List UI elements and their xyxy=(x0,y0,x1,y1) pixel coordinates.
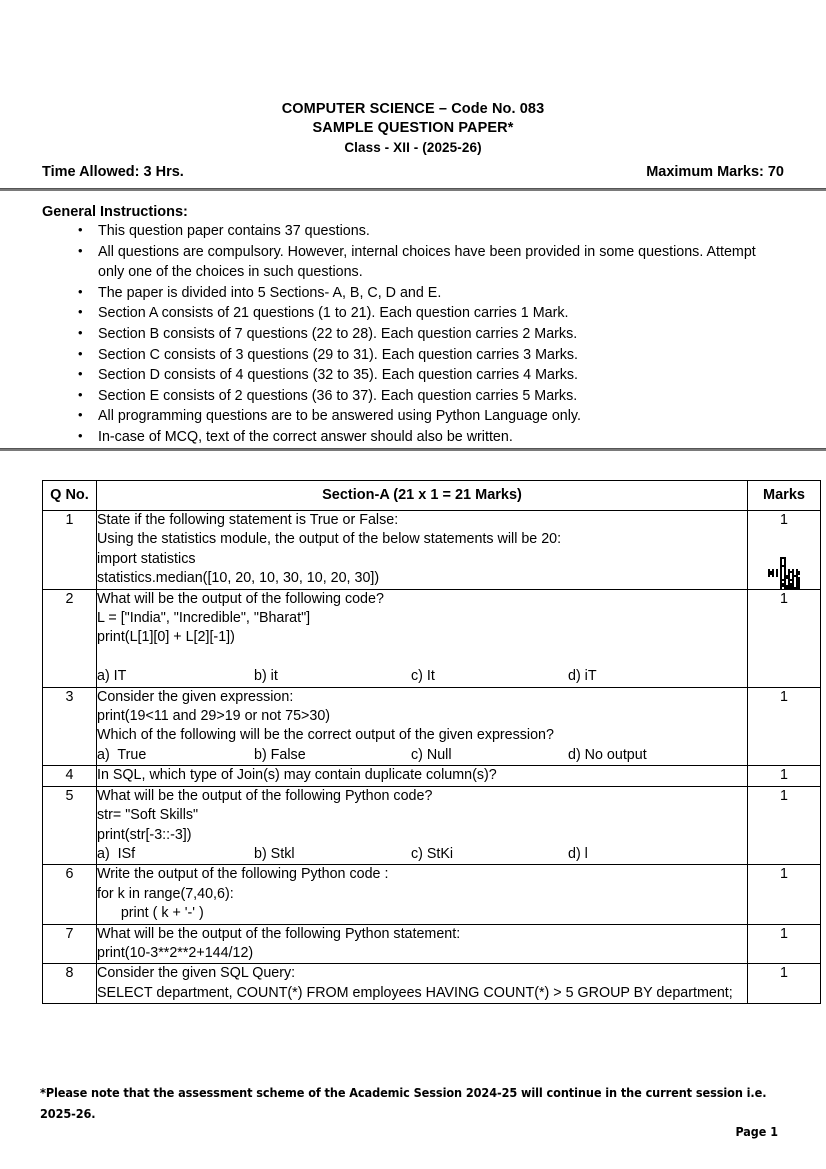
question-line: Using the statistics module, the output of the below statements will be 20: xyxy=(97,531,562,548)
column-header-marks: Marks xyxy=(748,481,821,511)
marks-value: 1 xyxy=(780,787,788,804)
paper-title-block xyxy=(0,100,826,157)
question-line xyxy=(97,648,747,667)
column-header-qno: Q No. xyxy=(43,481,97,511)
question-marks xyxy=(748,924,821,964)
assessment-scheme-note: *Please note that the assessment scheme of the Academic Session 2024-25 will continue in the current session i.e. 2025-26. xyxy=(40,1085,767,1121)
question-line: State if the following statement is True or False: xyxy=(97,512,399,528)
question-number: 6 xyxy=(43,865,97,924)
question-marks xyxy=(748,687,821,766)
instruction-text: Section B consists of 7 questions (22 to 28). Each question carries 2 Marks. xyxy=(98,325,578,342)
marks-value: 1 xyxy=(780,590,788,607)
question-body xyxy=(97,511,748,590)
exam-meta-row xyxy=(42,163,784,183)
paper-type-line: SAMPLE QUESTION PAPER* xyxy=(312,120,514,136)
bullet-icon: • xyxy=(78,304,83,320)
instruction-item xyxy=(42,345,782,366)
question-number: 7 xyxy=(43,924,97,964)
question-marks xyxy=(748,786,821,865)
table-row xyxy=(43,786,821,865)
question-number: 2 xyxy=(43,589,97,687)
question-body xyxy=(97,924,748,964)
header-divider-rule xyxy=(0,188,826,191)
mcq-option-row xyxy=(97,746,747,765)
instruction-item xyxy=(42,427,782,448)
instructions-divider-rule xyxy=(0,448,826,451)
section-a-question-table xyxy=(42,480,821,1004)
marks-value: 1 xyxy=(780,925,788,942)
table-row xyxy=(43,865,821,924)
bullet-icon: • xyxy=(78,427,83,443)
question-marks xyxy=(748,589,821,687)
mcq-option[interactable]: a) IT xyxy=(97,668,127,685)
question-body xyxy=(97,964,748,1004)
question-line: What will be the output of the following Python statement: xyxy=(97,925,461,942)
table-row xyxy=(43,589,821,687)
mcq-option[interactable]: d) No output xyxy=(568,746,647,763)
paper-class-line: Class - XII - (2025-26) xyxy=(344,140,482,155)
time-allowed: Time Allowed: 3 Hrs. xyxy=(42,164,184,180)
mcq-option[interactable]: c) It xyxy=(411,668,435,685)
question-number: 3 xyxy=(43,687,97,766)
question-number: 1 xyxy=(43,511,97,590)
general-instructions-list xyxy=(42,221,782,448)
qr-code-modules xyxy=(768,557,800,589)
question-line: Consider the given expression: xyxy=(97,688,294,705)
question-body xyxy=(97,865,748,924)
table-row xyxy=(43,766,821,786)
mcq-option[interactable]: b) Stkl xyxy=(254,845,295,862)
instruction-item xyxy=(42,303,782,324)
mcq-option[interactable]: d) iT xyxy=(568,668,597,685)
instruction-text: The paper is divided into 5 Sections- A, B, C, D and E. xyxy=(98,284,442,301)
general-instructions-heading: General Instructions: xyxy=(42,204,188,220)
question-line: print(L[1][0] + L[2][-1]) xyxy=(97,629,235,646)
instruction-item xyxy=(42,242,782,283)
table-row xyxy=(43,687,821,766)
instruction-text: Section E consists of 2 questions (36 to 37). Each question carries 5 Marks. xyxy=(98,387,578,404)
page-number: Page 1 xyxy=(735,1124,778,1139)
bullet-icon: • xyxy=(78,324,83,340)
bullet-icon: • xyxy=(78,345,83,361)
question-line: statistics.median([10, 20, 10, 30, 10, 20, 30]) xyxy=(97,570,380,587)
question-line: print(19<11 and 29>19 or not 75>30) xyxy=(97,708,331,725)
instruction-text: In-case of MCQ, text of the correct answer should also be written. xyxy=(98,428,513,445)
question-number: 4 xyxy=(43,766,97,786)
mcq-option[interactable]: b) False xyxy=(254,746,306,763)
question-marks xyxy=(748,766,821,786)
instruction-text: Section A consists of 21 questions (1 to 21). Each question carries 1 Mark. xyxy=(98,305,569,322)
bullet-icon: • xyxy=(78,366,83,382)
mcq-option[interactable]: a) ISf xyxy=(97,845,136,862)
bullet-icon: • xyxy=(78,283,83,299)
instruction-item xyxy=(42,406,782,427)
table-row xyxy=(43,964,821,1004)
bullet-icon: • xyxy=(78,242,83,258)
question-line: What will be the output of the following code? xyxy=(97,590,384,607)
instruction-item xyxy=(42,324,782,345)
question-number: 5 xyxy=(43,786,97,865)
instruction-item xyxy=(42,221,782,242)
marks-value: 1 xyxy=(780,767,788,784)
instruction-text: All questions are compulsory. However, internal choices have been provided in some questions. Attempt only one of the choices in such questions. xyxy=(98,243,756,281)
question-line: Which of the following will be the correct output of the given expression? xyxy=(97,727,554,744)
bullet-icon: • xyxy=(78,386,83,402)
question-body xyxy=(97,766,748,786)
mcq-option[interactable]: c) Null xyxy=(411,746,452,763)
question-line: SELECT department, COUNT(*) FROM employees HAVING COUNT(*) > 5 GROUP BY department; xyxy=(97,984,733,1001)
question-marks xyxy=(748,511,821,590)
qr-code-icon[interactable] xyxy=(768,557,800,589)
bullet-icon: • xyxy=(78,407,83,423)
mcq-option[interactable]: d) l xyxy=(568,845,588,862)
mcq-option-row xyxy=(97,667,747,686)
question-line: What will be the output of the following Python code? xyxy=(97,787,433,804)
question-body xyxy=(97,687,748,766)
instruction-item xyxy=(42,283,782,304)
paper-subject-line: COMPUTER SCIENCE – Code No. 083 xyxy=(281,101,545,117)
mcq-option[interactable]: c) StKi xyxy=(411,845,454,862)
bullet-icon: • xyxy=(78,222,83,237)
instruction-text: All programming questions are to be answered using Python Language only. xyxy=(98,408,581,425)
question-line: In SQL, which type of Join(s) may contain duplicate column(s)? xyxy=(97,767,497,784)
column-header-section: Section-A (21 x 1 = 21 Marks) xyxy=(97,481,748,511)
question-body xyxy=(97,589,748,687)
question-line: print ( k + '-' ) xyxy=(97,905,204,922)
question-number: 8 xyxy=(43,964,97,1004)
table-row xyxy=(43,511,821,590)
marks-value: 1 xyxy=(780,965,788,982)
question-marks xyxy=(748,865,821,924)
question-line: Consider the given SQL Query: xyxy=(97,965,296,982)
question-line: print(str[-3::-3]) xyxy=(97,826,192,843)
table-header-row xyxy=(43,481,821,511)
table-row xyxy=(43,924,821,964)
maximum-marks: Maximum Marks: 70 xyxy=(646,164,784,180)
mcq-option-row xyxy=(97,845,747,864)
marks-value: 1 xyxy=(780,512,788,528)
question-line: for k in range(7,40,6): xyxy=(97,885,234,902)
question-marks xyxy=(748,964,821,1004)
instruction-item xyxy=(42,386,782,407)
instruction-text: Section C consists of 3 questions (29 to 31). Each question carries 3 Marks. xyxy=(98,346,578,363)
question-line: str= "Soft Skills" xyxy=(97,807,199,824)
marks-value: 1 xyxy=(780,688,788,705)
question-body xyxy=(97,786,748,865)
question-line: print(10-3**2**2+144/12) xyxy=(97,944,254,961)
question-line: import statistics xyxy=(97,550,196,567)
mcq-option[interactable]: b) it xyxy=(254,668,278,685)
mcq-option[interactable]: a) True xyxy=(97,746,147,763)
question-line: L = ["India", "Incredible", "Bharat"] xyxy=(97,610,311,627)
instruction-text: Section D consists of 4 questions (32 to 35). Each question carries 4 Marks. xyxy=(98,367,578,384)
question-line: Write the output of the following Python code : xyxy=(97,866,389,883)
instruction-text: This question paper contains 37 questions. xyxy=(98,223,370,239)
instruction-item xyxy=(42,365,782,386)
marks-value: 1 xyxy=(780,866,788,883)
